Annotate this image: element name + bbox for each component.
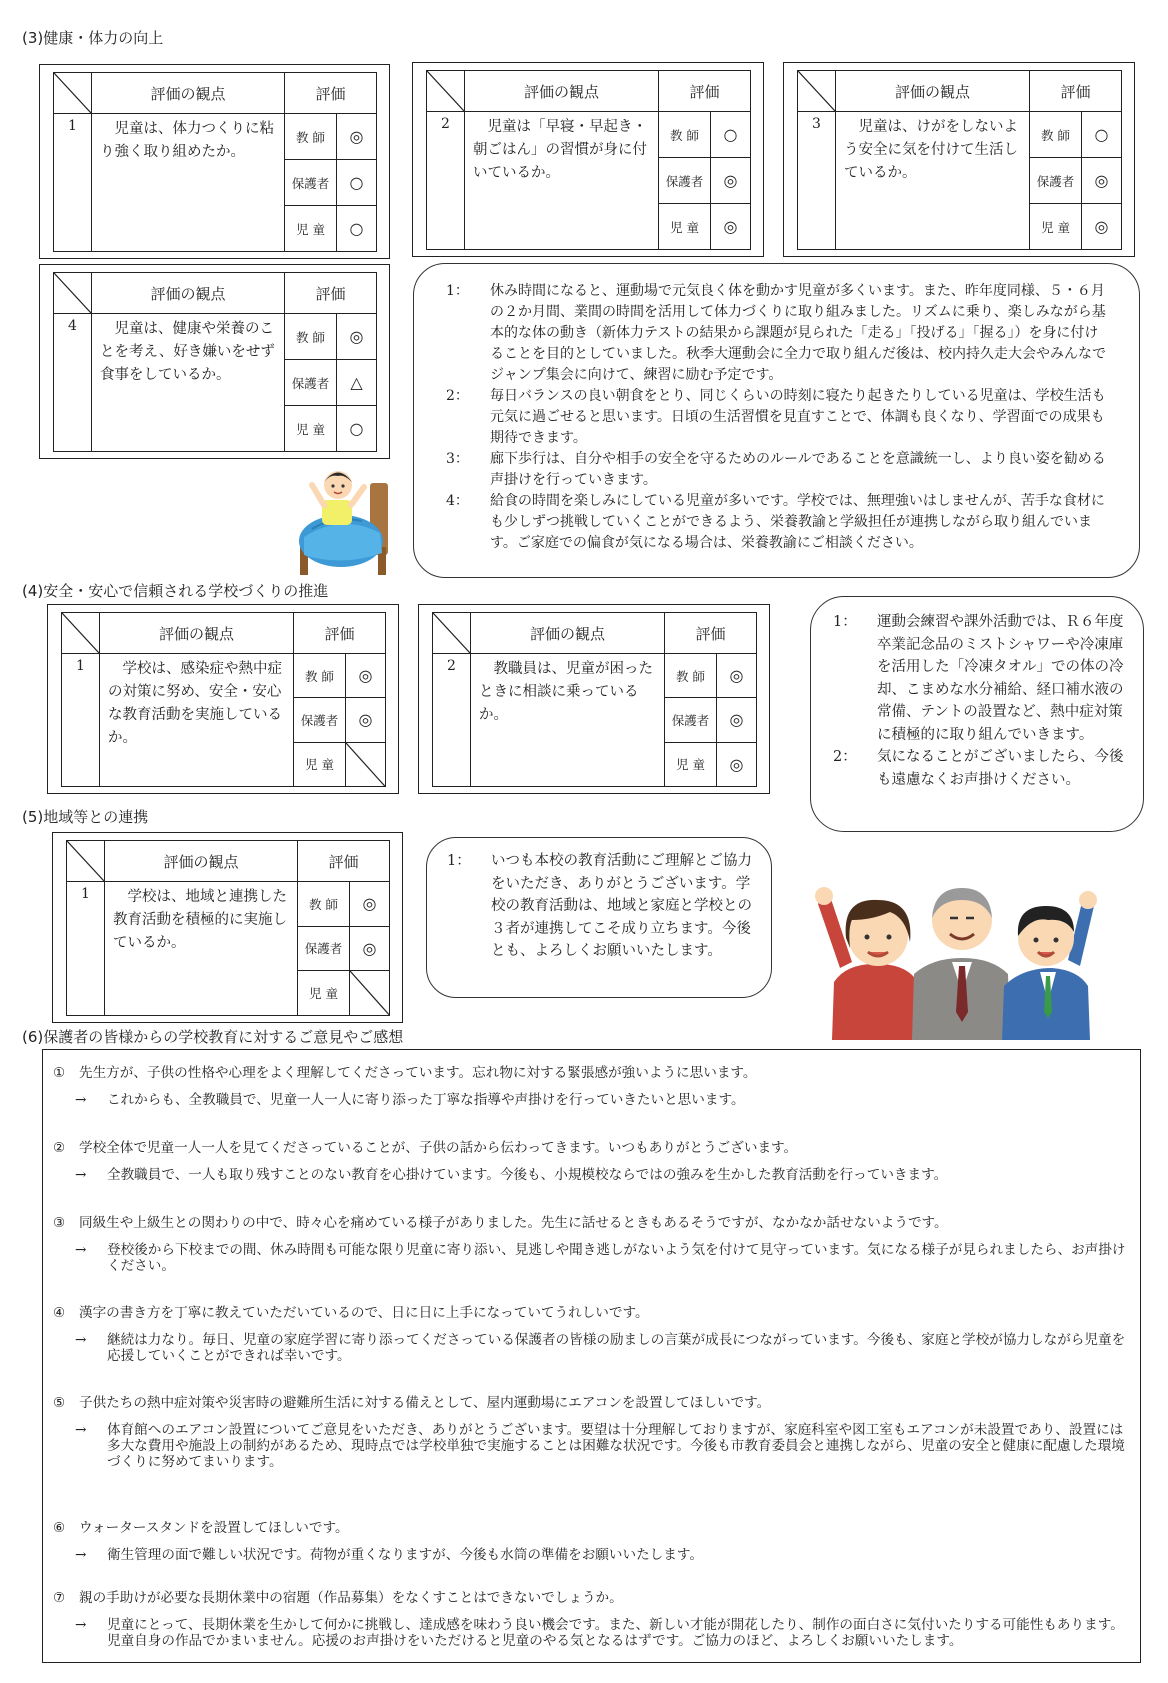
arrow-icon: →: [75, 1167, 87, 1183]
viewpoint-header: 評価の観点: [92, 273, 285, 314]
comment-item: [447, 850, 759, 963]
evaluation-header: 評価: [285, 73, 377, 114]
opinion-item: [53, 1063, 1132, 1108]
item-number: 2: [433, 654, 471, 787]
teacher-rating: ◎: [717, 654, 757, 698]
parent-rating: ○: [337, 160, 377, 206]
opinion-question-text: 学校全体で児童一人一人を見てくださっていることが、子供の話から伝わってきます。いつもありがとうございます。: [79, 1140, 798, 1156]
parent-rating: ◎: [346, 698, 386, 742]
role-child: 児 童: [294, 742, 346, 786]
opinion-question-text: 漢字の書き方を丁寧に教えていただいているので、日に日に上手になっていてうれしいです。: [79, 1305, 649, 1321]
corner-cell: [427, 71, 465, 112]
role-teacher: 教 師: [294, 654, 346, 698]
diagonal-line: [427, 71, 464, 111]
viewpoint-header: 評価の観点: [836, 71, 1030, 112]
eval-table: [39, 64, 390, 259]
diagonal-line: [798, 71, 835, 111]
child-rating: ◎: [711, 204, 751, 250]
role-parent: 保護者: [294, 698, 346, 742]
opinion-item: [53, 1393, 1132, 1470]
corner-cell: [433, 613, 471, 654]
comment-text: 廊下歩行は、自分や相手の安全を守るためのルールであることを意識統一し、より良い姿を勧める声掛けを行っていきます。: [490, 451, 1106, 488]
viewpoint-text: 児童は、体力つくりに粘り強く取り組めたか。: [92, 114, 285, 252]
eval-table: [47, 604, 399, 794]
diagonal-line: [54, 273, 91, 313]
section-3-title: (3)健康・体力の向上: [22, 29, 164, 47]
opinion-question: [53, 1213, 1132, 1233]
evaluation-header: 評価: [298, 841, 390, 882]
parent-rating: ◎: [350, 926, 390, 971]
parent-rating: ◎: [717, 698, 757, 742]
viewpoint-text: 教職員は、児童が困ったときに相談に乗っているか。: [471, 654, 665, 787]
viewpoint-header: 評価の観点: [465, 71, 659, 112]
opinion-question: [53, 1588, 1132, 1608]
corner-cell: [54, 273, 92, 314]
opinion-answer: [65, 1167, 1132, 1183]
opinion-question-text: 同級生や上級生との関わりの中で、時々心を痛めている様子がありました。先生に話せるときもあるそうですが、なかなか話せないようです。: [79, 1215, 948, 1231]
item-number: 4: [54, 314, 92, 452]
teacher-rating: ◎: [337, 114, 377, 160]
item-number: 3: [798, 112, 836, 250]
diagonal-line: [54, 73, 91, 113]
opinion-question-text: 先生方が、子供の性格や心理をよく理解してくださっています。忘れ物に対する緊張感が強いように思います。: [79, 1065, 757, 1081]
child-rating: [350, 971, 390, 1016]
role-child: 児 童: [285, 206, 337, 252]
role-child: 児 童: [285, 406, 337, 452]
viewpoint-text: 学校は、感染症や熱中症の対策に努め、安全・安心な教育活動を実施しているか。: [100, 654, 294, 787]
opinion-answer-text: 継続は力なり。毎日、児童の家庭学習に寄り添ってくださっている保護者の皆様の励ましの言葉が成長につながっています。今後も、家庭と学校が協力しながら児童を応援していくことができれば幸いです。: [107, 1332, 1126, 1364]
comment-item: [833, 611, 1127, 746]
role-parent: 保護者: [665, 698, 717, 742]
role-teacher: 教 師: [298, 882, 350, 927]
opinion-question-text: 親の手助けが必要な長期休業中の宿題（作品募集）をなくすことはできないでしょうか。: [79, 1590, 623, 1606]
diagonal-line: [62, 613, 99, 653]
opinion-item: [53, 1213, 1132, 1274]
opinion-answer-text: 全教職員で、一人も取り残すことのない教育を心掛けています。今後も、小規模校ならではの強みを生かした教育活動を行っていきます。: [107, 1167, 948, 1183]
comment-item: [446, 386, 1111, 449]
child-in-bed-illustration: [294, 455, 404, 578]
opinions-box: [42, 1049, 1141, 1663]
comment-number: 2：: [446, 388, 469, 404]
diagonal-line: [67, 841, 104, 881]
arrow-icon: →: [75, 1092, 87, 1108]
opinion-answer: [65, 1617, 1132, 1649]
opinion-question: [53, 1518, 1132, 1538]
diagonal-line: [346, 743, 385, 786]
opinion-answer-text: 児童にとって、長期休業を生かして何かに挑戦し、達成感を味わう良い機会です。また、新しい才能が開花したり、制作の面白さに気付いたりする可能性もあります。児童自身の作品でかまいません。応援のお声掛けをいただけると児童のやる気となるはずです。ご協力のほど、よろしくお願いいたします。: [107, 1617, 1124, 1649]
role-teacher: 教 師: [659, 112, 711, 158]
opinion-question-text: ウォータースタンドを設置してほしいです。: [79, 1520, 349, 1536]
corner-cell: [798, 71, 836, 112]
eval-table: [412, 62, 764, 257]
item-number: 1: [54, 114, 92, 252]
opinion-answer: [65, 1422, 1132, 1470]
opinion-item: [53, 1518, 1132, 1563]
role-teacher: 教 師: [285, 314, 337, 360]
item-number: 2: [427, 112, 465, 250]
viewpoint-text: 学校は、地域と連携した教育活動を積極的に実施しているか。: [105, 882, 298, 1016]
arrow-icon: →: [75, 1242, 87, 1258]
people-cheering-illustration: [812, 862, 1102, 1042]
corner-cell: [67, 841, 105, 882]
viewpoint-header: 評価の観点: [105, 841, 298, 882]
item-number: 1: [62, 654, 100, 787]
opinion-item: [53, 1303, 1132, 1364]
comment-number: 4：: [446, 493, 469, 509]
corner-cell: [62, 613, 100, 654]
comment-item: [446, 281, 1111, 386]
opinion-question: [53, 1303, 1132, 1323]
viewpoint-header: 評価の観点: [100, 613, 294, 654]
section-4-title: (4)安全・安心で信頼される学校づくりの推進: [22, 582, 329, 600]
comment-item: [446, 491, 1111, 554]
eval-table: [52, 832, 403, 1023]
role-teacher: 教 師: [1030, 112, 1082, 158]
evaluation-header: 評価: [1030, 71, 1122, 112]
opinion-question: [53, 1393, 1132, 1413]
opinion-item: [53, 1138, 1132, 1183]
opinion-answer-text: 衛生管理の面で難しい状況です。荷物が重くなりますが、今後も水筒の準備をお願いいたします。: [107, 1547, 703, 1563]
opinion-number: ④: [53, 1305, 66, 1321]
child-rating: ○: [337, 406, 377, 452]
opinion-answer: [65, 1547, 1132, 1563]
role-teacher: 教 師: [665, 654, 717, 698]
eval-table: [783, 62, 1135, 257]
parent-rating: ◎: [1082, 158, 1122, 204]
role-teacher: 教 師: [285, 114, 337, 160]
evaluation-header: 評価: [665, 613, 757, 654]
role-child: 児 童: [659, 204, 711, 250]
corner-cell: [54, 73, 92, 114]
teacher-rating: ○: [711, 112, 751, 158]
role-child: 児 童: [1030, 204, 1082, 250]
comment-number: 1：: [446, 283, 469, 299]
comment-item: [833, 746, 1127, 791]
viewpoint-text: 児童は、けがをしないよう安全に気を付けて生活しているか。: [836, 112, 1030, 250]
role-parent: 保護者: [659, 158, 711, 204]
evaluation-header: 評価: [294, 613, 386, 654]
child-rating: ◎: [717, 742, 757, 786]
comment-text: 気になることがございましたら、今後も遠慮なくお声掛けください。: [877, 749, 1124, 788]
comment-text: 毎日バランスの良い朝食をとり、同じくらいの時刻に寝たり起きたりしている児童は、学校生活も元気に過ごせると思います。日頃の生活習慣を見直すことで、体調も良くなり、学習面での成果も期待できます。: [490, 388, 1106, 446]
child-rating: ◎: [1082, 204, 1122, 250]
teacher-rating: ◎: [350, 882, 390, 927]
role-child: 児 童: [298, 971, 350, 1016]
diagonal-line: [350, 971, 389, 1015]
child-rating: ○: [337, 206, 377, 252]
eval-table: [39, 264, 390, 459]
diagonal-line: [433, 613, 470, 653]
role-parent: 保護者: [285, 360, 337, 406]
opinion-number: ②: [53, 1140, 66, 1156]
opinion-question-text: 子供たちの熱中症対策や災害時の避難所生活に対する備えとして、屋内運動場にエアコンを設置してほしいです。: [79, 1395, 771, 1411]
comment-box-safety: [810, 596, 1144, 832]
teacher-rating: ◎: [346, 654, 386, 698]
opinion-number: ⑥: [53, 1520, 66, 1536]
opinion-answer: [65, 1332, 1132, 1364]
arrow-icon: →: [75, 1547, 87, 1563]
comment-text: 給食の時間を楽しみにしている児童が多いです。学校では、無理強いはしませんが、苦手な食材にも少しずつ挑戦していくことができるよう、栄養教諭と学級担任が連携しながら取り組んでいます。ご家庭での偏食が気になる場合は、栄養教諭にご相談ください。: [490, 493, 1105, 551]
opinion-answer-text: 体育館へのエアコン設置についてご意見をいただき、ありがとうございます。要望は十分理解しておりますが、家庭科室や図工室もエアコンが未設置であり、設置には多大な費用や施設上の制約があるため、現時点では学校単独で実施することは困難な状況です。今後も市教育委員会と連携しながら、児童の安全と健康に配慮した環境づくりに努めてまいります。: [107, 1422, 1125, 1470]
opinion-number: ③: [53, 1215, 66, 1231]
parent-rating: △: [337, 360, 377, 406]
opinion-answer-text: 登校後から下校までの間、休み時間も可能な限り児童に寄り添い、見逃しや聞き逃しがないよう気を付けて見守っています。気になる様子が見られましたら、お声掛けください。: [107, 1242, 1126, 1274]
evaluation-header: 評価: [285, 273, 377, 314]
comment-number: 1：: [833, 614, 857, 630]
section-6-title: (6)保護者の皆様からの学校教育に対するご意見やご感想: [22, 1028, 404, 1046]
role-child: 児 童: [665, 742, 717, 786]
viewpoint-header: 評価の観点: [92, 73, 285, 114]
arrow-icon: →: [75, 1617, 87, 1633]
viewpoint-header: 評価の観点: [471, 613, 665, 654]
item-number: 1: [67, 882, 105, 1016]
arrow-icon: →: [75, 1332, 87, 1348]
comment-number: 1：: [447, 853, 471, 869]
parent-rating: ◎: [711, 158, 751, 204]
teacher-rating: ○: [1082, 112, 1122, 158]
opinion-number: ①: [53, 1065, 66, 1081]
role-parent: 保護者: [1030, 158, 1082, 204]
opinion-item: [53, 1588, 1132, 1649]
comment-text: 運動会練習や課外活動では、Ｒ６年度卒業記念品のミストシャワーや冷凍庫を活用した「冷凍タオル」での体の冷却、こまめな水分補給、経口補水液の常備、テントの設置など、熱中症対策に積極的に取り組んでいきます。: [877, 614, 1124, 743]
role-parent: 保護者: [285, 160, 337, 206]
comment-number: 3：: [446, 451, 469, 467]
viewpoint-text: 児童は「早寝・早起き・朝ごはん」の習慣が身に付いているか。: [465, 112, 659, 250]
viewpoint-text: 児童は、健康や栄養のことを考え、好き嫌いをせず食事をしているか。: [92, 314, 285, 452]
eval-table: [418, 604, 770, 794]
comment-text: いつも本校の教育活動にご理解とご協力をいただき、ありがとうございます。学校の教育活動は、地域と家庭と学校との３者が連携してこそ成り立ちます。今後とも、よろしくお願いいたします。: [491, 853, 752, 959]
teacher-rating: ◎: [337, 314, 377, 360]
arrow-icon: →: [75, 1422, 87, 1438]
opinion-answer-text: これからも、全教職員で、児童一人一人に寄り添った丁寧な指導や声掛けを行っていきたいと思います。: [107, 1092, 745, 1108]
role-parent: 保護者: [298, 926, 350, 971]
opinion-answer: [65, 1092, 1132, 1108]
opinion-question: [53, 1063, 1132, 1083]
comment-box-health: [413, 263, 1140, 578]
comment-number: 2：: [833, 749, 857, 765]
child-rating: [346, 742, 386, 786]
opinion-number: ⑦: [53, 1590, 66, 1606]
opinion-answer: [65, 1242, 1132, 1274]
opinion-question: [53, 1138, 1132, 1158]
comment-text: 休み時間になると、運動場で元気良く体を動かす児童が多くいます。また、昨年度同様、５・６月の２か月間、業間の時間を活用して体力づくりに取り組みました。リズムに乗り、楽しみながら基本的な体の動き（新体力テストの結果から課題が見られた「走る」「投げる」「握る」）を身に付けることを目的としていました。秋季大運動会に全力で取り組んだ後は、校内持久走大会やみんなでジャンプ集会に向けて、練習に励む予定です。: [490, 283, 1106, 383]
comment-item: [446, 449, 1111, 491]
opinion-number: ⑤: [53, 1395, 66, 1411]
comment-box-community: [426, 837, 772, 998]
section-5-title: (5)地域等との連携: [22, 808, 149, 826]
evaluation-header: 評価: [659, 71, 751, 112]
